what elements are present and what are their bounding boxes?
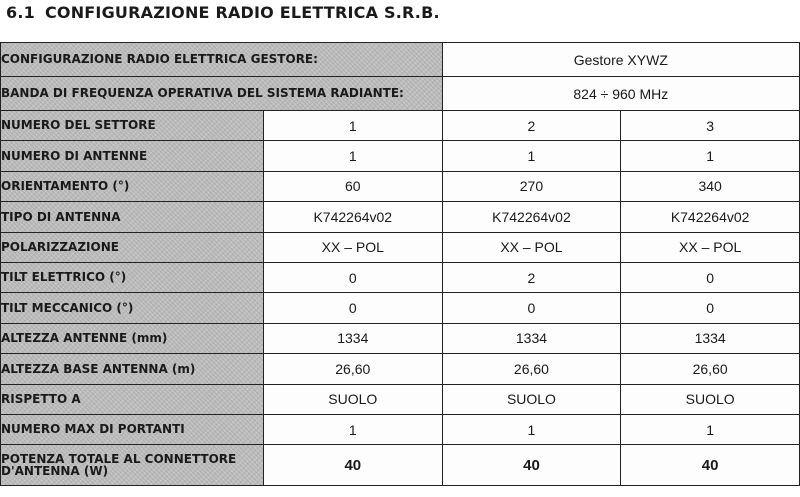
radio-config-table	[0, 42, 800, 486]
row-value-sector-3: 340	[621, 171, 800, 201]
row-value-sector-2: 270	[442, 171, 621, 201]
gestore-label: CONFIGURAZIONE RADIO ELETTRICA GESTORE:	[1, 43, 443, 77]
row-value-sector-3: 0	[621, 293, 800, 323]
table-row	[1, 414, 800, 444]
row-value-sector-1: 1	[263, 111, 442, 141]
row-value-sector-2: 1	[442, 414, 621, 444]
row-label: TIPO DI ANTENNA	[1, 202, 264, 232]
table-row	[1, 384, 800, 414]
section-heading	[6, 3, 440, 22]
row-value-sector-2: SUOLO	[442, 384, 621, 414]
table-row-gestore	[1, 43, 800, 77]
table-row	[1, 232, 800, 262]
row-value-sector-2: XX – POL	[442, 232, 621, 262]
row-value-sector-2: 26,60	[442, 354, 621, 384]
row-label: POTENZA TOTALE AL CONNETTORE D'ANTENNA (W)	[1, 445, 264, 486]
table-row	[1, 262, 800, 292]
row-value-sector-2: 2	[442, 111, 621, 141]
row-value-sector-2: 1334	[442, 323, 621, 353]
row-label: POLARIZZAZIONE	[1, 232, 264, 262]
section-number: 6.1	[6, 3, 35, 22]
table-row	[1, 141, 800, 171]
table-row	[1, 293, 800, 323]
row-label: ALTEZZA ANTENNE (mm)	[1, 323, 264, 353]
table-row	[1, 445, 800, 486]
row-value-sector-2: 0	[442, 293, 621, 323]
row-label: TILT MECCANICO (°)	[1, 293, 264, 323]
row-value-sector-3: K742264v02	[621, 202, 800, 232]
row-label: ORIENTAMENTO (°)	[1, 171, 264, 201]
row-value-sector-1: 26,60	[263, 354, 442, 384]
row-value-sector-1: 1	[263, 414, 442, 444]
table-row	[1, 171, 800, 201]
row-value-sector-3: 3	[621, 111, 800, 141]
row-value-sector-3: SUOLO	[621, 384, 800, 414]
row-value-sector-3: 0	[621, 262, 800, 292]
row-value-sector-3: 1334	[621, 323, 800, 353]
row-value-sector-2: 40	[442, 445, 621, 486]
row-value-sector-1: 1	[263, 141, 442, 171]
row-value-sector-2: K742264v02	[442, 202, 621, 232]
row-label: NUMERO MAX DI PORTANTI	[1, 414, 264, 444]
row-label: TILT ELETTRICO (°)	[1, 262, 264, 292]
row-value-sector-2: 2	[442, 262, 621, 292]
row-value-sector-3: XX – POL	[621, 232, 800, 262]
row-label: NUMERO DEL SETTORE	[1, 111, 264, 141]
table-row	[1, 323, 800, 353]
section-title: CONFIGURAZIONE RADIO ELETTRICA S.R.B.	[44, 3, 440, 22]
row-value-sector-1: 60	[263, 171, 442, 201]
row-value-sector-1: SUOLO	[263, 384, 442, 414]
row-value-sector-1: 1334	[263, 323, 442, 353]
table-row	[1, 202, 800, 232]
row-value-sector-1: 40	[263, 445, 442, 486]
row-value-sector-1: 0	[263, 262, 442, 292]
table-row	[1, 354, 800, 384]
row-value-sector-3: 40	[621, 445, 800, 486]
row-value-sector-3: 26,60	[621, 354, 800, 384]
row-label: NUMERO DI ANTENNE	[1, 141, 264, 171]
banda-value: 824 ÷ 960 MHz	[442, 77, 799, 111]
row-value-sector-3: 1	[621, 414, 800, 444]
row-value-sector-1: K742264v02	[263, 202, 442, 232]
gestore-value: Gestore XYWZ	[442, 43, 799, 77]
banda-label: BANDA DI FREQUENZA OPERATIVA DEL SISTEMA RADIANTE:	[1, 77, 443, 111]
row-value-sector-3: 1	[621, 141, 800, 171]
row-value-sector-1: XX – POL	[263, 232, 442, 262]
row-label: ALTEZZA BASE ANTENNA (m)	[1, 354, 264, 384]
table-row	[1, 111, 800, 141]
row-label: RISPETTO A	[1, 384, 264, 414]
row-value-sector-2: 1	[442, 141, 621, 171]
table-row-banda	[1, 77, 800, 111]
row-value-sector-1: 0	[263, 293, 442, 323]
